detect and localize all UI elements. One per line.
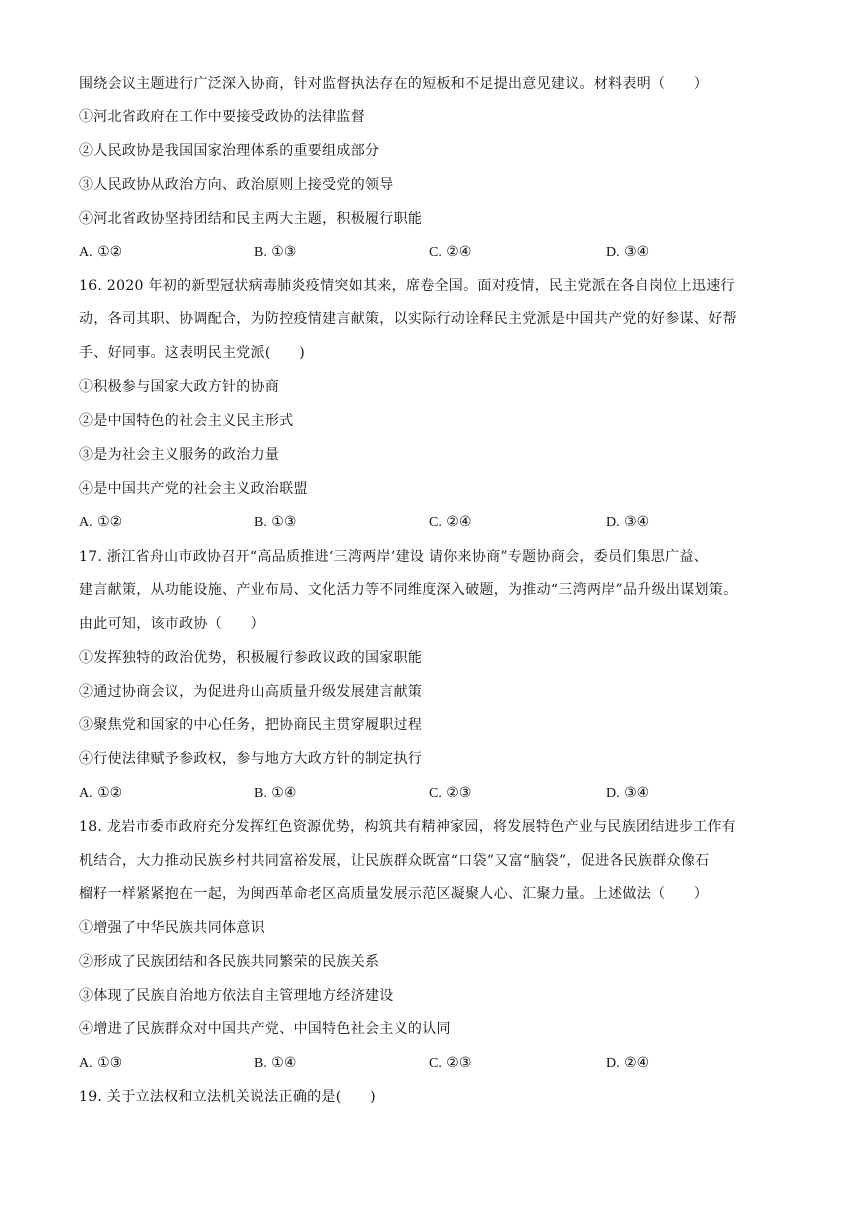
q18-item-1: ①增强了中华民族共同体意识 bbox=[79, 920, 265, 936]
q15-option-d[interactable]: D. ③④ bbox=[606, 244, 650, 260]
q16-stem-line-2: 动，各司其职、协调配合，为防控疫情建言献策，以实际行动诠释民主党派是中国共产党的好参谋、好帮 bbox=[79, 311, 737, 327]
q15-stem-line-1: 围绕会议主题进行广泛深入协商，针对监督执法存在的短板和不足提出意见建议。材料表明（ ） bbox=[79, 76, 709, 92]
q17-item-4: ④行使法律赋予参政权，参与地方大政方针的制定执行 bbox=[79, 751, 423, 767]
q15-item-2: ②人民政协是我国国家治理体系的重要组成部分 bbox=[79, 143, 380, 159]
q16-item-4: ④是中国共产党的社会主义政治联盟 bbox=[79, 481, 308, 497]
q17-item-2: ②通过协商会议，为促进舟山高质量升级发展建言献策 bbox=[79, 684, 423, 700]
q16-option-c[interactable]: C. ②④ bbox=[429, 514, 472, 530]
q16-item-2: ②是中国特色的社会主义民主形式 bbox=[79, 413, 294, 429]
q16-options bbox=[79, 513, 779, 531]
q19-stem-line-1: 19. 关于立法权和立法机关说法正确的是( ) bbox=[79, 1089, 376, 1105]
q17-item-1: ①发挥独特的政治优势，积极履行参政议政的国家职能 bbox=[79, 650, 423, 666]
q18-option-a[interactable]: A. ①③ bbox=[79, 1055, 123, 1071]
q16-stem-line-1: 16. 2020 年初的新型冠状病毒肺炎疫情突如其来，席卷全国。面对疫情，民主党派在各自岗位上迅速行 bbox=[79, 278, 735, 294]
q16-option-a[interactable]: A. ①② bbox=[79, 514, 123, 530]
q17-options bbox=[79, 784, 779, 802]
q17-option-d[interactable]: D. ③④ bbox=[606, 785, 650, 801]
q18-option-c[interactable]: C. ②③ bbox=[429, 1055, 472, 1071]
q17-item-3: ③聚焦党和国家的中心任务，把协商民主贯穿履职过程 bbox=[79, 717, 423, 733]
q17-stem-line-1: 17. 浙江省舟山市政协召开“高品质推进‘三湾两岸’建设 请你来协商”专题协商会，委员们集思广益、 bbox=[79, 549, 709, 565]
q18-option-b[interactable]: B. ①④ bbox=[254, 1055, 297, 1071]
q16-option-b[interactable]: B. ①③ bbox=[254, 514, 297, 530]
q15-option-c[interactable]: C. ②④ bbox=[429, 244, 472, 260]
q18-item-3: ③体现了民族自治地方依法自主管理地方经济建设 bbox=[79, 988, 394, 1004]
q16-item-3: ③是为社会主义服务的政治力量 bbox=[79, 447, 280, 463]
q16-option-d[interactable]: D. ③④ bbox=[606, 514, 650, 530]
q18-options bbox=[79, 1054, 779, 1072]
q18-option-d[interactable]: D. ②④ bbox=[606, 1055, 650, 1071]
q15-option-b[interactable]: B. ①③ bbox=[254, 244, 297, 260]
q15-option-a[interactable]: A. ①② bbox=[79, 244, 123, 260]
q17-option-a[interactable]: A. ①② bbox=[79, 785, 123, 801]
q15-item-4: ④河北省政协坚持团结和民主两大主题，积极履行职能 bbox=[79, 211, 423, 227]
q16-item-1: ①积极参与国家大政方针的协商 bbox=[79, 379, 280, 395]
q17-option-b[interactable]: B. ①④ bbox=[254, 785, 297, 801]
q17-option-c[interactable]: C. ②③ bbox=[429, 785, 472, 801]
q15-options bbox=[79, 243, 779, 261]
q16-stem-line-3: 手、好同事。这表明民主党派( ) bbox=[79, 345, 306, 361]
q18-stem-line-1: 18. 龙岩市委市政府充分发挥红色资源优势，构筑共有精神家园，将发展特色产业与民族团结进步工作有 bbox=[79, 819, 737, 835]
q18-stem-line-3: 榴籽一样紧紧抱在一起，为闽西革命老区高质量发展示范区凝聚人心、汇聚力量。上述做法（ ） bbox=[79, 886, 709, 902]
q17-stem-line-3: 由此可知，该市政协（ ） bbox=[79, 616, 265, 632]
q15-item-3: ③人民政协从政治方向、政治原则上接受党的领导 bbox=[79, 177, 394, 193]
q15-item-1: ①河北省政府在工作中要接受政协的法律监督 bbox=[79, 109, 365, 125]
q17-stem-line-2: 建言献策，从功能设施、产业布局、文化活力等不同维度深入破题，为推动“三湾两岸”品升级出谋划策。 bbox=[79, 582, 738, 598]
q18-item-4: ④增进了民族群众对中国共产党、中国特色社会主义的认同 bbox=[79, 1021, 451, 1037]
q18-item-2: ②形成了民族团结和各民族共同繁荣的民族关系 bbox=[79, 954, 380, 970]
q18-stem-line-2: 机结合，大力推动民族乡村共同富裕发展，让民族群众既富“口袋”又富“脑袋”，促进各民族群众像石 bbox=[79, 853, 710, 869]
